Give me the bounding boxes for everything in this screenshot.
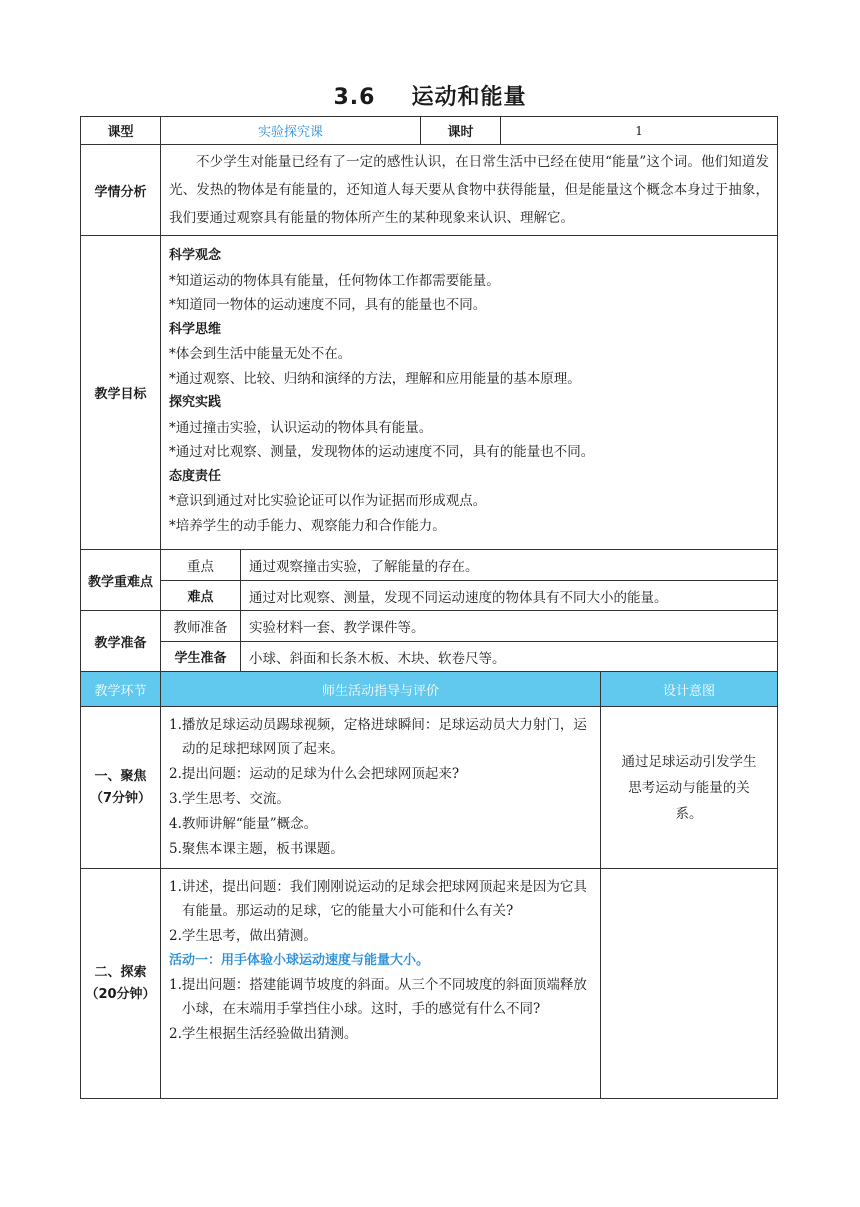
step-item: 4.教师讲解“能量”概念。 — [169, 816, 318, 832]
process-header-row — [81, 672, 778, 707]
difficulty-label: 难点 — [161, 581, 241, 611]
focus-text: 通过观察撞击实验，了解能量的存在。 — [241, 550, 778, 581]
step-item: 3.学生思考、交流。 — [169, 791, 290, 807]
goal-heading: 态度责任 — [169, 468, 222, 484]
goals-content — [161, 236, 778, 550]
goal-heading: 探究实践 — [169, 395, 222, 410]
prep-teacher-row — [81, 611, 778, 642]
stage-time: （20分钟） — [85, 986, 156, 1002]
header-stage: 教学环节 — [81, 672, 161, 707]
goal-item: *培养学生的动手能力、观察能力和合作能力。 — [169, 517, 446, 534]
goal-heading: 科学观念 — [169, 248, 222, 263]
preparation-label: 教学准备 — [81, 611, 161, 672]
stage-design: 通过足球运动引发学生思考运动与能量的关系。 — [601, 707, 778, 869]
stage-steps — [161, 707, 601, 869]
step-item: 1.讲述，提出问题：我们刚刚说运动的足球会把球网顶起来是因为它具有能量。那运动的足球，它的能量大小可能和什么有关? — [169, 879, 587, 919]
stage-name — [81, 707, 161, 869]
course-type-label: 课型 — [81, 117, 161, 145]
lesson-number: 3.6 — [333, 85, 376, 110]
step-item: 1.播放足球运动员踢球视频，定格进球瞬间：足球运动员大力射门，运动的足球把球网顶了起来。 — [169, 717, 587, 757]
goal-item: *体会到生活中能量无处不在。 — [169, 346, 352, 362]
teacher-prep-text: 实验材料一套、教学课件等。 — [241, 611, 778, 642]
difficulty-text: 通过对比观察、测量，发现不同运动速度的物体具有不同大小的能量。 — [241, 581, 778, 611]
stage-title: 一、聚焦 — [94, 768, 147, 784]
teacher-prep-label: 教师准备 — [161, 611, 241, 642]
student-prep-text: 小球、斜面和长条木板、木块、软卷尺等。 — [241, 642, 778, 672]
analysis-text: 不少学生对能量已经有了一定的感性认识，在日常生活中已经在使用“能量”这个词。他们知道发光、发热的物体是有能量的，还知道人每天要从食物中获得能量，但是能量这个概念本身过于抽象，我们要通过观察具有能量的物体所产生的某种现象来认识、理解它。 — [161, 145, 778, 236]
goals-label: 教学目标 — [81, 236, 161, 550]
activity-title: 活动一：用手体验小球运动速度与能量大小。 — [169, 953, 430, 968]
class-hours-label: 课时 — [421, 117, 501, 145]
stage-row — [81, 869, 778, 1099]
stage-name — [81, 869, 161, 1099]
focus-label: 重点 — [161, 550, 241, 581]
goal-item: *知道同一物体的运动速度不同，具有的能量也不同。 — [169, 297, 487, 313]
header-activity: 师生活动指导与评价 — [161, 672, 601, 707]
keypoint-difficulty-row — [81, 581, 778, 611]
page-title — [0, 80, 860, 111]
student-prep-label: 学生准备 — [161, 642, 241, 672]
step-item: 2.学生根据生活经验做出猜测。 — [169, 1026, 358, 1042]
keypoints-label: 教学重难点 — [81, 550, 161, 611]
header-design: 设计意图 — [601, 672, 778, 707]
step-item: 2.学生思考，做出猜测。 — [169, 928, 317, 944]
goal-item: *通过对比观察、测量，发现物体的运动速度不同，具有的能量也不同。 — [169, 444, 595, 460]
step-item: 5.聚焦本课主题，板书课题。 — [169, 841, 344, 857]
goal-item: *知道运动的物体具有能量，任何物体工作都需要能量。 — [169, 272, 500, 289]
stage-design — [601, 869, 778, 1099]
stage-title: 二、探索 — [94, 964, 147, 980]
lesson-plan-table — [80, 116, 778, 1099]
stage-time: （7分钟） — [89, 790, 152, 806]
step-item: 2.提出问题：运动的足球为什么会把球网顶起来? — [169, 766, 460, 782]
step-item: 1.提出问题：搭建能调节坡度的斜面。从三个不同坡度的斜面顶端释放小球，在末端用手掌挡住小球。这时，手的感觉有什么不同? — [169, 977, 587, 1017]
goal-item: *意识到通过对比实验论证可以作为证据而形成观点。 — [169, 493, 487, 509]
prep-student-row — [81, 642, 778, 672]
goal-heading: 科学思维 — [169, 321, 222, 337]
info-row — [81, 117, 778, 145]
goal-item: *通过撞击实验，认识运动的物体具有能量。 — [169, 419, 433, 436]
analysis-label: 学情分析 — [81, 145, 161, 236]
stage-steps — [161, 869, 601, 1099]
goal-item: *通过观察、比较、归纳和演绎的方法，理解和应用能量的基本原理。 — [169, 370, 581, 387]
stage-row — [81, 707, 778, 869]
course-type-value: 实验探究课 — [161, 117, 421, 145]
lesson-title: 运动和能量 — [411, 85, 527, 110]
class-hours-value: 1 — [501, 117, 778, 145]
goals-row — [81, 236, 778, 550]
analysis-row — [81, 145, 778, 236]
keypoint-focus-row — [81, 550, 778, 581]
